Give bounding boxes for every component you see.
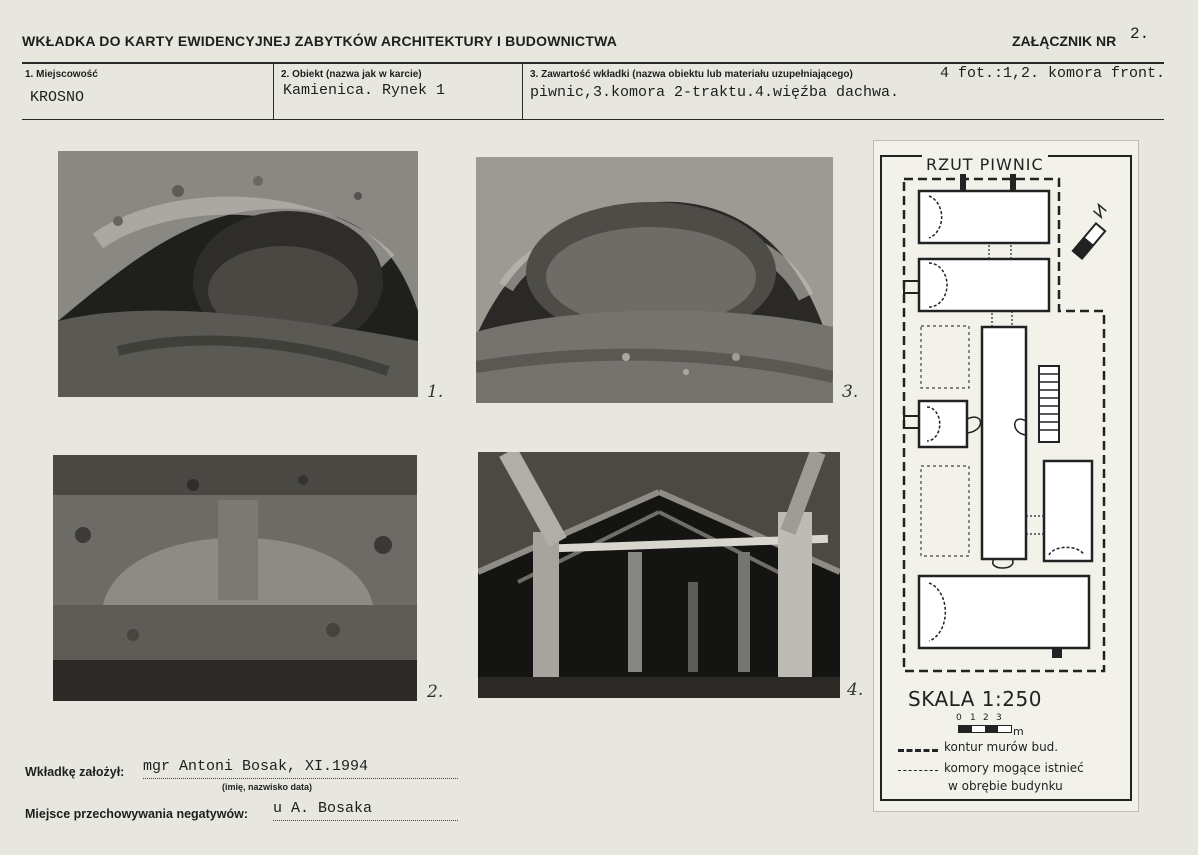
contents-value-line2: piwnic,3.komora 2-traktu.4.więźba dachwa.	[530, 84, 900, 101]
photo-1-image	[58, 151, 418, 397]
object-value: Kamienica. Rynek 1	[283, 82, 446, 99]
founder-note: (imię, nazwisko data)	[222, 782, 313, 792]
plan-scale: SKALA 1:250	[908, 687, 1042, 711]
storage-value: u A. Bosaka	[273, 800, 373, 817]
cellar-floor-plan	[894, 171, 1114, 681]
photo-1	[58, 151, 418, 397]
annex-number: 2.	[1130, 25, 1150, 43]
scale-unit: m	[1013, 725, 1024, 738]
object-label: 2. Obiekt (nazwa jak w karcie)	[281, 69, 422, 80]
legend-dashed-light-swatch	[898, 770, 938, 771]
scale-tick-3: 3	[996, 713, 1002, 723]
photo-2-number: 2.	[427, 682, 444, 702]
fields-rule	[22, 119, 1164, 120]
document-title: WKŁADKA DO KARTY EWIDENCYJNEJ ZABYTKÓW ARCHITEKTURY I BUDOWNICTWA	[22, 33, 618, 49]
photo-3-image	[476, 157, 833, 403]
founder-label: Wkładkę założył:	[25, 765, 125, 779]
contents-value-line1: 4 fot.:1,2. komora front.	[940, 65, 1166, 82]
photo-4	[478, 452, 840, 698]
locality-label: 1. Miejscowość	[25, 69, 98, 80]
header-rule	[22, 62, 1164, 64]
legend-item-2: komory mogące istnieć	[944, 761, 1084, 775]
storage-label: Miejsce przechowywania negatywów:	[25, 807, 248, 821]
locality-value: KROSNO	[30, 89, 85, 106]
legend-item-3: w obrębie budynku	[948, 779, 1063, 793]
field-divider-1	[273, 64, 274, 119]
photo-3-number: 3.	[842, 382, 859, 402]
legend-dashed-heavy-swatch	[898, 749, 938, 752]
north-arrow-icon	[1065, 205, 1114, 259]
cellar-plan-panel	[873, 140, 1139, 812]
photo-3	[476, 157, 833, 403]
photo-4-image	[478, 452, 840, 698]
annex-label: ZAŁĄCZNIK NR	[1012, 33, 1117, 49]
field-divider-2	[522, 64, 523, 119]
photo-2	[53, 455, 417, 701]
scale-tick-0: 0	[956, 713, 962, 723]
photo-4-number: 4.	[847, 680, 864, 700]
scale-tick-2: 2	[983, 713, 989, 723]
founder-value: mgr Antoni Bosak, XI.1994	[143, 758, 369, 775]
founder-dotline	[143, 778, 458, 779]
photo-2-image	[53, 455, 417, 701]
scale-bar	[958, 725, 1012, 733]
photo-1-number: 1.	[427, 382, 444, 402]
scale-tick-1: 1	[970, 713, 976, 723]
legend-item-1: kontur murów bud.	[944, 740, 1059, 754]
storage-dotline	[273, 820, 458, 821]
plan-title: RZUT PIWNIC	[922, 155, 1048, 174]
contents-label: 3. Zawartość wkładki (nazwa obiektu lub materiału uzupełniającego)	[530, 69, 853, 80]
